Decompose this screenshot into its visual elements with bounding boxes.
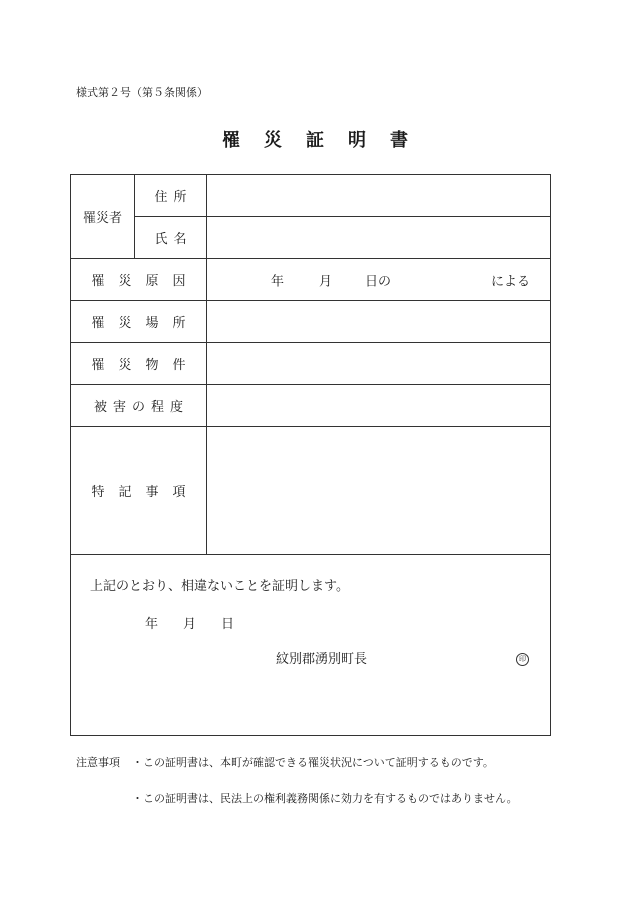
name-label: 氏名 <box>135 217 207 259</box>
cert-day: 日 <box>221 617 235 632</box>
property-field[interactable] <box>207 343 551 385</box>
issuer-name: 紋別郡湧別町長 <box>276 652 368 667</box>
cause-day: 日の <box>365 274 392 289</box>
address-field[interactable] <box>207 175 551 217</box>
location-field[interactable] <box>207 301 551 343</box>
document-title: 罹災証明書 <box>222 130 432 151</box>
address-label: 住所 <box>135 175 207 217</box>
cause-suffix: による <box>491 274 531 289</box>
notes-heading: 注意事項 <box>76 756 120 769</box>
name-field[interactable] <box>207 217 551 259</box>
seal-icon: 印 <box>516 653 529 666</box>
cause-label: 罹災原因 <box>71 259 207 301</box>
note-1: ・この証明書は、本町が確認できる罹災状況について証明するものです。 <box>132 756 494 769</box>
remarks-field[interactable] <box>207 427 551 555</box>
certification-statement: 上記のとおり、相違ないことを証明します。 <box>90 579 349 594</box>
certificate-table <box>70 174 551 736</box>
seal-mark <box>516 650 529 666</box>
location-label: 罹災場所 <box>71 301 207 343</box>
cause-year: 年 <box>271 274 285 289</box>
cert-month: 月 <box>183 617 197 632</box>
damage-field[interactable] <box>207 385 551 427</box>
victim-label: 罹災者 <box>71 175 135 259</box>
cause-month: 月 <box>319 274 333 289</box>
damage-label: 被害の程度 <box>71 385 207 427</box>
form-number: 様式第２号（第５条関係） <box>76 86 208 99</box>
cert-year: 年 <box>145 617 159 632</box>
remarks-label: 特記事項 <box>71 427 207 555</box>
cause-field[interactable] <box>207 259 551 301</box>
property-label: 罹災物件 <box>71 343 207 385</box>
note-2: ・この証明書は、民法上の権利義務関係に効力を有するものではありません。 <box>132 792 518 805</box>
certification-cell <box>71 555 551 736</box>
